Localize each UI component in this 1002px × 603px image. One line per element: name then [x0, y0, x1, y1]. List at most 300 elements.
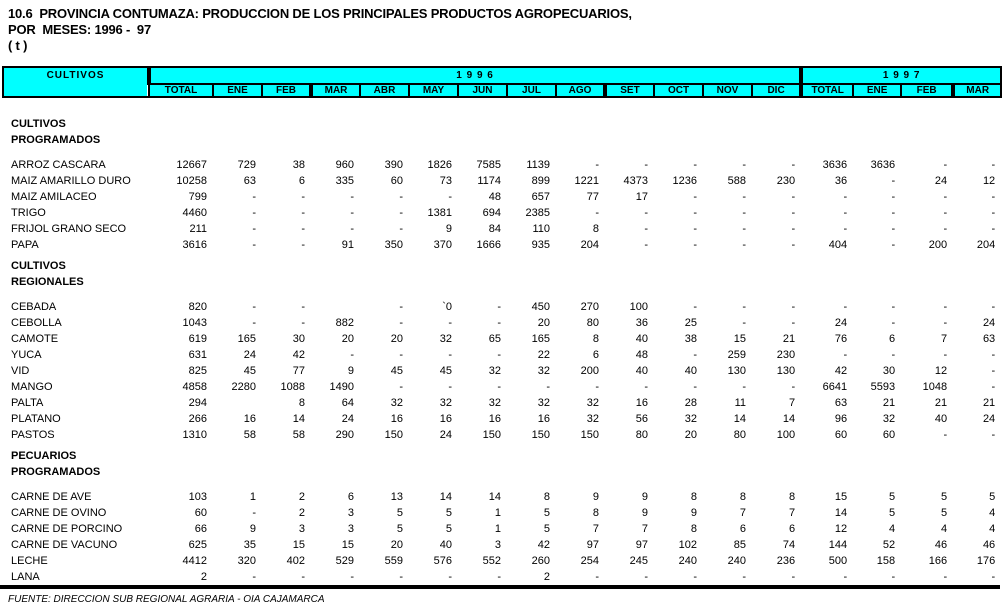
spacer-row: [3, 97, 1001, 116]
col-header-1997-feb: FEB: [901, 84, 953, 97]
value-cell: 8: [592, 223, 599, 235]
value-cell: -: [943, 223, 948, 235]
value-cell: 165: [531, 333, 550, 345]
row-carne-de-ovino: [3, 505, 1001, 521]
value-cell: -: [252, 223, 256, 235]
value-cell: 73: [439, 175, 452, 187]
value-cell: 270: [580, 301, 599, 313]
col-header-1996-oct: OCT: [654, 84, 703, 97]
value-cell: 8: [789, 491, 796, 503]
value-cell: 370: [433, 239, 452, 251]
value-cell: -: [891, 223, 896, 235]
value-cell: -: [448, 191, 452, 203]
value-cell: 10258: [176, 175, 207, 187]
value-cell: 15: [733, 333, 746, 345]
value-cell: -: [891, 175, 896, 187]
value-cell: 2: [200, 571, 207, 583]
value-cell: -: [943, 301, 948, 313]
value-cell: 6641: [822, 381, 848, 393]
value-cell: 7585: [476, 159, 501, 171]
value-cell: 9: [641, 507, 648, 519]
value-cell: -: [350, 191, 354, 203]
value-cell: 14: [439, 491, 452, 503]
value-cell: 1826: [427, 159, 452, 171]
row-label: CAMOTE: [11, 333, 59, 345]
value-cell: -: [399, 317, 403, 329]
page-title-line1: 10.6 PROVINCIA CONTUMAZA: PRODUCCION DE LOS PRINCIPALES PRODUCTOS AGROPECUARIOS,: [8, 6, 632, 21]
row-label: FRIJOL GRANO SECO: [11, 223, 127, 235]
col-header-1996-nov: NOV: [703, 84, 752, 97]
value-cell: -: [399, 207, 403, 219]
bottom-rule: [0, 585, 1000, 589]
row-label: PASTOS: [11, 429, 55, 441]
value-cell: 1381: [427, 207, 452, 219]
value-cell: 254: [580, 555, 599, 567]
value-cell: -: [595, 207, 599, 219]
value-cell: 960: [335, 159, 354, 171]
value-cell: 65: [488, 333, 501, 345]
value-cell: 32: [488, 397, 501, 409]
corner-header-cultivos: CULTIVOS: [3, 67, 149, 97]
value-cell: 32: [882, 413, 896, 425]
value-cell: 259: [727, 349, 746, 361]
col-header-1996-ene: ENE: [213, 84, 262, 97]
value-cell: 8: [543, 491, 550, 503]
value-cell: 16: [243, 413, 256, 425]
value-cell: 63: [243, 175, 256, 187]
value-cell: -: [301, 223, 305, 235]
value-cell: -: [943, 349, 948, 361]
value-cell: -: [742, 317, 746, 329]
value-cell: 899: [531, 175, 550, 187]
value-cell: 7: [592, 523, 599, 535]
value-cell: 529: [335, 555, 354, 567]
value-cell: 576: [433, 555, 452, 567]
value-cell: 80: [733, 429, 746, 441]
row-palta: [3, 395, 1001, 411]
value-cell: -: [943, 429, 948, 441]
col-header-1997-ene: ENE: [853, 84, 901, 97]
value-cell: 1: [494, 507, 501, 519]
value-cell: 9: [690, 507, 697, 519]
value-cell: 20: [537, 317, 550, 329]
value-cell: 6: [789, 523, 796, 535]
value-cell: 9: [445, 223, 452, 235]
value-cell: -: [791, 223, 796, 235]
value-cell: 1043: [182, 317, 207, 329]
value-cell: 9: [347, 365, 354, 377]
value-cell: 935: [531, 239, 550, 251]
value-cell: 38: [292, 159, 305, 171]
value-cell: 46: [934, 539, 948, 551]
value-cell: 245: [629, 555, 648, 567]
value-cell: 38: [684, 333, 697, 345]
value-cell: -: [301, 317, 305, 329]
value-cell: 350: [384, 239, 403, 251]
value-cell: 1139: [526, 159, 550, 171]
value-cell: 20: [390, 333, 403, 345]
value-cell: 4412: [182, 555, 207, 567]
value-cell: 4: [889, 523, 896, 535]
value-cell: 882: [335, 317, 354, 329]
value-cell: 260: [531, 555, 550, 567]
value-cell: -: [252, 207, 256, 219]
value-cell: 165: [237, 333, 256, 345]
value-cell: -: [843, 207, 848, 219]
value-cell: -: [644, 159, 648, 171]
value-cell: -: [693, 191, 697, 203]
value-cell: 35: [243, 539, 256, 551]
row-label: LECHE: [11, 555, 48, 567]
value-cell: 6: [347, 491, 354, 503]
value-cell: 16: [390, 413, 403, 425]
value-cell: 14: [488, 491, 501, 503]
row-label: YUCA: [11, 349, 42, 361]
value-cell: -: [843, 349, 848, 361]
value-cell: 2: [298, 507, 305, 519]
value-cell: -: [301, 191, 305, 203]
value-cell: 21: [782, 333, 796, 345]
value-cell: 1490: [329, 381, 354, 393]
value-cell: 150: [580, 429, 599, 441]
value-cell: -: [791, 207, 796, 219]
value-cell: -: [595, 571, 599, 583]
row-label: MANGO: [11, 381, 53, 393]
value-cell: 32: [439, 333, 452, 345]
value-cell: 20: [684, 429, 697, 441]
value-cell: 5: [445, 523, 452, 535]
value-cell: 24: [439, 429, 452, 441]
value-cell: 12: [934, 365, 948, 377]
value-cell: 5: [889, 491, 896, 503]
value-cell: 11: [734, 397, 746, 409]
value-cell: 12: [982, 175, 996, 187]
section-heading-text: PECUARIOS: [11, 450, 77, 462]
spacer-row: [3, 480, 1001, 489]
value-cell: 77: [586, 191, 599, 203]
value-cell: -: [742, 301, 746, 313]
row-cebada: [3, 299, 1001, 315]
value-cell: 799: [188, 191, 207, 203]
value-cell: 42: [834, 365, 848, 377]
value-cell: -: [399, 191, 403, 203]
value-cell: -: [742, 159, 746, 171]
section-heading-text: REGIONALES: [11, 276, 84, 288]
value-cell: 4: [989, 507, 996, 519]
value-cell: 3: [347, 523, 354, 535]
value-cell: 625: [188, 539, 207, 551]
value-cell: -: [693, 381, 697, 393]
row-leche: [3, 553, 1001, 569]
value-cell: 200: [928, 239, 948, 251]
value-cell: 729: [237, 159, 256, 171]
value-cell: 204: [580, 239, 599, 251]
value-cell: -: [891, 301, 896, 313]
value-cell: -: [693, 159, 697, 171]
section-heading-text: PROGRAMADOS: [11, 134, 101, 146]
row-maiz-amarillo-duro: [3, 173, 1001, 189]
value-cell: 32: [439, 397, 452, 409]
value-cell: 158: [876, 555, 896, 567]
value-cell: -: [991, 223, 996, 235]
value-cell: 77: [292, 365, 305, 377]
value-cell: -: [301, 207, 305, 219]
value-cell: 402: [286, 555, 305, 567]
value-cell: 204: [976, 239, 996, 251]
spacer-row: [3, 290, 1001, 299]
value-cell: -: [693, 571, 697, 583]
row-cebolla: [3, 315, 1001, 331]
value-cell: 150: [482, 429, 501, 441]
value-cell: 8: [690, 523, 697, 535]
value-cell: 48: [488, 191, 501, 203]
year-header-row: [3, 67, 1001, 84]
value-cell: 60: [390, 175, 403, 187]
value-cell: 588: [727, 175, 746, 187]
value-cell: 80: [635, 429, 648, 441]
row-carne-de-porcino: [3, 521, 1001, 537]
value-cell: -: [742, 223, 746, 235]
value-cell: -: [399, 381, 403, 393]
col-header-1996-set: SET: [605, 84, 654, 97]
value-cell: 619: [188, 333, 207, 345]
value-cell: 130: [776, 365, 796, 377]
value-cell: -: [943, 207, 948, 219]
row-arroz-cascara: [3, 157, 1001, 173]
value-cell: 13: [390, 491, 403, 503]
value-cell: 7: [789, 507, 796, 519]
value-cell: -: [742, 191, 746, 203]
title-block: [8, 6, 1002, 54]
value-cell: -: [497, 301, 501, 313]
value-cell: 3636: [822, 159, 848, 171]
section-heading-text: CULTIVOS: [11, 118, 66, 130]
value-cell: 5: [396, 523, 403, 535]
row-mango: [3, 379, 1001, 395]
value-cell: 40: [635, 365, 648, 377]
section-heading-text: CULTIVOS: [11, 260, 66, 272]
value-cell: -: [991, 207, 996, 219]
value-cell: 1236: [672, 175, 697, 187]
col-header-1997-mar: MAR: [953, 84, 1001, 97]
value-cell: 60: [194, 507, 207, 519]
value-cell: 3: [298, 523, 305, 535]
value-cell: `0: [442, 301, 452, 313]
value-cell: 5: [941, 491, 948, 503]
value-cell: 80: [586, 317, 599, 329]
value-cell: 28: [684, 397, 697, 409]
value-cell: -: [843, 571, 848, 583]
value-cell: -: [991, 381, 996, 393]
row-lana: [3, 569, 1001, 585]
value-cell: 9: [592, 491, 599, 503]
value-cell: -: [791, 239, 796, 251]
value-cell: 2280: [231, 381, 256, 393]
value-cell: -: [252, 239, 256, 251]
value-cell: -: [252, 317, 256, 329]
value-cell: -: [991, 571, 996, 583]
value-cell: 46: [982, 539, 996, 551]
value-cell: 96: [834, 413, 848, 425]
table-body: [3, 97, 1001, 585]
page-title-line3: ( t ): [8, 38, 28, 53]
value-cell: -: [497, 381, 501, 393]
value-cell: 1310: [182, 429, 207, 441]
value-cell: -: [991, 191, 996, 203]
value-cell: 36: [834, 175, 848, 187]
value-cell: 24: [243, 349, 256, 361]
value-cell: 58: [292, 429, 305, 441]
value-cell: -: [693, 223, 697, 235]
value-cell: 17: [635, 191, 648, 203]
value-cell: -: [742, 239, 746, 251]
value-cell: 130: [727, 365, 746, 377]
value-cell: 45: [390, 365, 403, 377]
value-cell: 5: [889, 507, 896, 519]
row-label: PALTA: [11, 397, 44, 409]
value-cell: 150: [384, 429, 403, 441]
value-cell: 45: [243, 365, 256, 377]
section-heading-regionales: [3, 274, 1001, 290]
value-cell: 230: [776, 349, 796, 361]
row-label: LANA: [11, 571, 40, 583]
value-cell: 694: [482, 207, 501, 219]
value-cell: 166: [928, 555, 948, 567]
value-cell: -: [448, 349, 452, 361]
value-cell: 74: [782, 539, 796, 551]
col-header-1996-may: MAY: [409, 84, 458, 97]
table-header: [3, 67, 1001, 97]
value-cell: -: [644, 571, 648, 583]
value-cell: -: [693, 301, 697, 313]
col-header-1996-feb: FEB: [262, 84, 311, 97]
source-note: FUENTE: DIRECCION SUB REGIONAL AGRARIA - OIA CAJAMARCA: [8, 594, 325, 603]
value-cell: -: [991, 365, 996, 377]
value-cell: -: [350, 349, 354, 361]
value-cell: -: [252, 571, 256, 583]
section-heading-pecuarios: [3, 448, 1001, 464]
value-cell: 657: [531, 191, 550, 203]
value-cell: 21: [934, 397, 948, 409]
value-cell: 48: [635, 349, 648, 361]
value-cell: 390: [384, 159, 403, 171]
value-cell: 1048: [922, 381, 948, 393]
value-cell: 559: [384, 555, 403, 567]
value-cell: 42: [537, 539, 550, 551]
value-cell: 150: [531, 429, 550, 441]
value-cell: -: [742, 207, 746, 219]
row-carne-de-ave: [3, 489, 1001, 505]
value-cell: 825: [188, 365, 207, 377]
value-cell: -: [644, 223, 648, 235]
value-cell: 211: [189, 223, 207, 235]
value-cell: 24: [834, 317, 848, 329]
value-cell: 32: [390, 397, 403, 409]
value-cell: -: [497, 317, 501, 329]
value-cell: 266: [188, 413, 207, 425]
value-cell: 450: [531, 301, 550, 313]
value-cell: 1: [494, 523, 501, 535]
value-cell: 14: [292, 413, 305, 425]
value-cell: 5: [543, 507, 550, 519]
value-cell: 240: [727, 555, 746, 567]
row-label: CARNE DE VACUNO: [11, 539, 118, 551]
value-cell: 16: [488, 413, 501, 425]
value-cell: 9: [641, 491, 648, 503]
value-cell: 102: [678, 539, 697, 551]
value-cell: 7: [941, 333, 948, 345]
value-cell: 335: [335, 175, 354, 187]
value-cell: 63: [982, 333, 996, 345]
value-cell: 32: [537, 365, 550, 377]
value-cell: 76: [834, 333, 848, 345]
value-cell: 22: [537, 349, 550, 361]
row-label: PAPA: [11, 239, 39, 251]
value-cell: -: [742, 381, 746, 393]
value-cell: 14: [782, 413, 796, 425]
value-cell: -: [399, 571, 403, 583]
value-cell: 6: [298, 175, 305, 187]
col-header-1997-total: TOTAL: [801, 84, 853, 97]
value-cell: -: [791, 159, 796, 171]
value-cell: 32: [684, 413, 697, 425]
section-heading-text: PROGRAMADOS: [11, 466, 101, 478]
value-cell: -: [791, 317, 796, 329]
col-header-1996-dic: DIC: [752, 84, 801, 97]
value-cell: 32: [488, 365, 501, 377]
row-label: ARROZ CASCARA: [11, 159, 106, 171]
row-trigo: [3, 205, 1001, 221]
value-cell: 4373: [623, 175, 648, 187]
value-cell: -: [991, 429, 996, 441]
value-cell: -: [301, 571, 305, 583]
value-cell: -: [399, 301, 403, 313]
value-cell: -: [693, 239, 697, 251]
value-cell: -: [943, 159, 948, 171]
value-cell: 32: [537, 397, 550, 409]
row-yuca: [3, 347, 1001, 363]
row-maiz-amilaceo: [3, 189, 1001, 205]
value-cell: 21: [982, 397, 996, 409]
value-cell: 20: [341, 333, 354, 345]
value-cell: 45: [439, 365, 452, 377]
value-cell: 25: [684, 317, 697, 329]
value-cell: -: [301, 239, 305, 251]
value-cell: 631: [188, 349, 207, 361]
value-cell: 144: [828, 539, 848, 551]
spacer-row: [3, 148, 1001, 157]
value-cell: 4460: [182, 207, 207, 219]
value-cell: -: [252, 507, 256, 519]
value-cell: 2: [543, 571, 550, 583]
value-cell: 290: [335, 429, 354, 441]
value-cell: 84: [488, 223, 501, 235]
value-cell: 236: [776, 555, 796, 567]
row-label: CEBADA: [11, 301, 57, 313]
value-cell: [213, 395, 262, 411]
value-cell: 63: [834, 397, 848, 409]
value-cell: 40: [635, 333, 648, 345]
row-label: CARNE DE PORCINO: [11, 523, 123, 535]
value-cell: -: [943, 191, 948, 203]
value-cell: 16: [635, 397, 648, 409]
col-header-1996-jun: JUN: [458, 84, 507, 97]
value-cell: 24: [934, 175, 948, 187]
value-cell: 66: [194, 523, 207, 535]
col-header-1996-jul: JUL: [507, 84, 556, 97]
value-cell: -: [448, 317, 452, 329]
value-cell: 1174: [477, 175, 501, 187]
